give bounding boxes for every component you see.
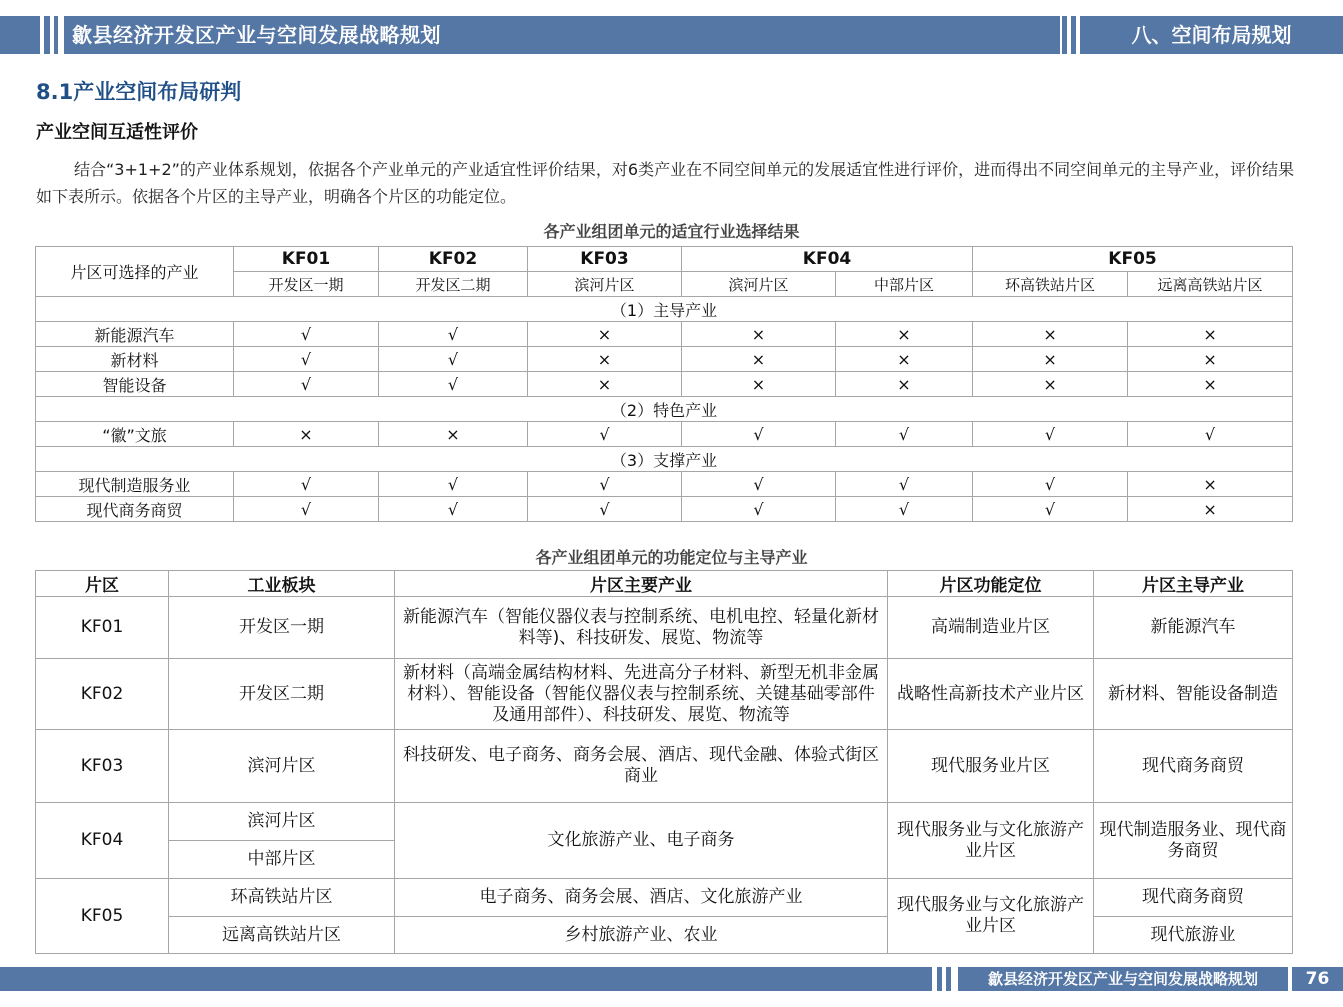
header-stripe [54,16,58,54]
footer-stripe [937,967,942,991]
function-positioning: 高端制造业片区 [888,597,1094,659]
suitability-mark: × [973,347,1128,372]
industry-name: 新材料 [36,347,234,372]
suitability-mark: √ [379,347,528,372]
suitability-mark: √ [234,472,379,497]
suitability-mark: × [836,322,973,347]
table-row [36,497,1293,522]
footer-block [0,967,932,991]
header-stripe [1062,16,1067,54]
kf-header: KF05 [973,247,1293,272]
suitability-mark: √ [528,472,682,497]
function-positioning: 现代服务业片区 [888,730,1094,803]
lead-industry: 现代商务商贸 [1094,879,1293,917]
page-number: 76 [1292,967,1343,991]
lead-industry: 新能源汽车 [1094,597,1293,659]
table1-body [36,297,1293,522]
intro-paragraph: 结合“3+1+2”的产业体系规划，依据各个产业单元的产业适宜性评价结果，对6类产业在不同空间单元的发展适宜性进行评价，进而得出不同空间单元的主导产业，评价结果如下表所示。依据各个片区的主导产业，明确各个片区的功能定位。 [36,160,1295,206]
sub-area-header: 开发区一期 [234,272,379,297]
suitability-mark: √ [973,472,1128,497]
sub-area-header: 滨河片区 [528,272,682,297]
lead-industry: 现代商务商贸 [1094,730,1293,803]
main-industries: 文化旅游产业、电子商务 [395,803,888,879]
suitability-mark: √ [379,472,528,497]
function-positioning-table [35,570,1293,954]
sub-area-header: 滨河片区 [682,272,836,297]
industrial-block: 环高铁站片区 [169,879,395,917]
table2-header: 片区主要产业 [395,571,888,597]
kf-header: KF04 [682,247,973,272]
suitability-mark: √ [836,497,973,522]
area-id: KF03 [36,730,169,803]
table2-caption: 各产业组团单元的功能定位与主导产业 [535,548,808,567]
sub-area-header: 远离高铁站片区 [1128,272,1293,297]
table1-caption: 各产业组团单元的适宜行业选择结果 [543,222,800,241]
industry-suitability-table [35,246,1293,522]
suitability-mark: √ [379,372,528,397]
lead-industry: 新材料、智能设备制造 [1094,659,1293,730]
suitability-mark: √ [528,497,682,522]
suitability-mark: × [1128,322,1293,347]
suitability-mark: √ [973,422,1128,447]
main-industries: 新材料（高端金属结构材料、先进高分子材料、新型无机非金属材料）、智能设备（智能仪器仪表与控制系统、关键基础零部件及通用部件）、科技研发、展览、物流等 [395,659,888,730]
header-stripe [1071,16,1076,54]
suitability-mark: √ [234,372,379,397]
header-chapter: 八、空间布局规划 [1080,16,1343,54]
suitability-mark: √ [234,347,379,372]
industrial-block: 开发区二期 [169,659,395,730]
suitability-mark: × [836,347,973,372]
area-id: KF05 [36,879,169,954]
lead-industry: 现代制造服务业、现代商务商贸 [1094,803,1293,879]
suitability-mark: √ [973,497,1128,522]
area-id: KF02 [36,659,169,730]
header-doc-title: 歙县经济开发区产业与空间发展战略规划 [64,16,1060,54]
group-title-row: （2）特色产业 [36,397,1293,422]
table2-header: 片区功能定位 [888,571,1094,597]
industry-name: 新能源汽车 [36,322,234,347]
suitability-mark: √ [379,322,528,347]
suitability-mark: × [528,347,682,372]
main-industries: 新能源汽车（智能仪器仪表与控制系统、电机电控、轻量化新材料等)、科技研发、展览、物流等 [395,597,888,659]
header-bar-left [0,16,1060,54]
suitability-mark: √ [234,322,379,347]
footer-bar [0,967,1343,991]
industry-name: “徽”文旅 [36,422,234,447]
table-row [36,372,1293,397]
industrial-block: 开发区一期 [169,597,395,659]
suitability-mark: × [973,322,1128,347]
table2-header: 片区 [36,571,169,597]
main-industries: 科技研发、电子商务、商务会展、酒店、现代金融、体验式街区商业 [395,730,888,803]
industry-name: 现代商务商贸 [36,497,234,522]
suitability-mark: × [682,322,836,347]
suitability-mark: × [234,422,379,447]
footer-stripe [946,967,951,991]
table2-header: 工业板块 [169,571,395,597]
suitability-mark: × [1128,372,1293,397]
suitability-mark: √ [379,497,528,522]
industrial-block: 中部片区 [169,841,395,879]
suitability-mark: × [528,322,682,347]
table-row [36,472,1293,497]
suitability-mark: √ [682,422,836,447]
sub-area-header: 中部片区 [836,272,973,297]
table-row [36,347,1293,372]
kf-header: KF03 [528,247,682,272]
area-id: KF04 [36,803,169,879]
group-title-row: （3）支撑产业 [36,447,1293,472]
main-industries: 电子商务、商务会展、酒店、文化旅游产业 [395,879,888,917]
sub-area-header: 开发区二期 [379,272,528,297]
row-header-cell: 片区可选择的产业 [36,247,234,297]
suitability-mark: × [1128,347,1293,372]
suitability-mark: × [528,372,682,397]
industry-name: 现代制造服务业 [36,472,234,497]
kf-header: KF02 [379,247,528,272]
lead-industry: 现代旅游业 [1094,917,1293,954]
suitability-mark: √ [234,497,379,522]
table2-header: 片区主导产业 [1094,571,1293,597]
function-positioning: 战略性高新技术产业片区 [888,659,1094,730]
suitability-mark: × [379,422,528,447]
industry-name: 智能设备 [36,372,234,397]
suitability-mark: × [1128,472,1293,497]
suitability-mark: √ [682,497,836,522]
suitability-mark: √ [836,422,973,447]
suitability-mark: √ [1128,422,1293,447]
suitability-mark: √ [682,472,836,497]
suitability-mark: × [973,372,1128,397]
group-title-row: （1）主导产业 [36,297,1293,322]
sub-area-header: 环高铁站片区 [973,272,1128,297]
footer-doc-title: 歙县经济开发区产业与空间发展战略规划 [958,967,1288,991]
suitability-mark: × [1128,497,1293,522]
area-id: KF01 [36,597,169,659]
table-row [36,322,1293,347]
section-title: 8.1产业空间布局研判 [36,80,242,104]
main-industries: 乡村旅游产业、农业 [395,917,888,954]
suitability-mark: √ [528,422,682,447]
industrial-block: 滨河片区 [169,730,395,803]
industrial-block: 远离高铁站片区 [169,917,395,954]
industrial-block: 滨河片区 [169,803,395,841]
suitability-mark: × [682,347,836,372]
table-row [36,422,1293,447]
header-stripe [44,16,50,54]
suitability-mark: × [836,372,973,397]
header-block [0,16,40,54]
suitability-mark: × [682,372,836,397]
function-positioning: 现代服务业与文化旅游产业片区 [888,803,1094,879]
subsection-title: 产业空间互适性评价 [36,122,198,143]
suitability-mark: √ [836,472,973,497]
function-positioning: 现代服务业与文化旅游产业片区 [888,879,1094,954]
kf-header: KF01 [234,247,379,272]
header-bar-right [1062,16,1343,54]
